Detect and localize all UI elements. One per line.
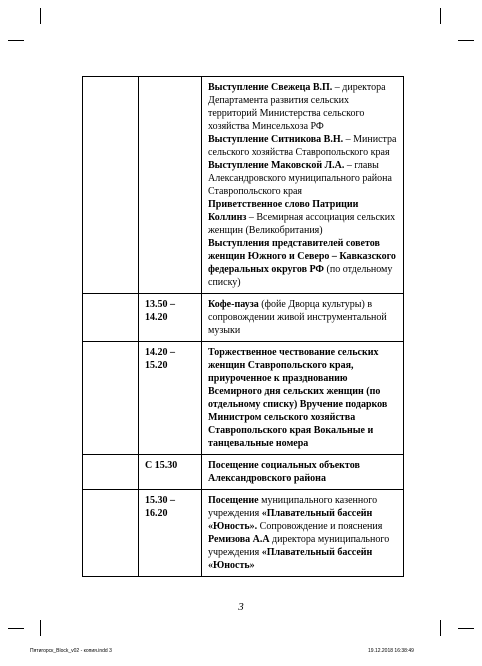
page-number: 3 bbox=[238, 601, 244, 613]
crop-mark-top-left-h bbox=[8, 40, 24, 41]
description-paragraph bbox=[208, 198, 397, 237]
crop-mark-top-right bbox=[440, 8, 441, 24]
text-run: – главы Александровского муниципального района Ставропольского края bbox=[208, 160, 392, 197]
time-cell: 14.20 – 15.20 bbox=[139, 342, 202, 455]
time-cell bbox=[139, 77, 202, 294]
bold-text-run: «Плавательный бассейн «Юность». bbox=[208, 508, 373, 532]
empty-cell bbox=[83, 342, 139, 455]
description-cell bbox=[202, 294, 404, 342]
crop-mark-bottom-right-h bbox=[458, 628, 474, 629]
bold-text-run: «Плавательный бассейн «Юность» bbox=[208, 547, 373, 571]
description-paragraph bbox=[208, 81, 397, 133]
text-run: Сопровождение и пояснения bbox=[257, 521, 383, 532]
print-slug-filename: Пятигорск_Block_v02 - копия.indd 3 bbox=[30, 648, 112, 654]
bold-text-run: Торжественное чествование сельских женщин Ставропольского края, приуроченное к празднованию Всемирного дня сельских женщин (по отдельному списку) Вручение подарков Министром сельского хозяйства Ставропольского края Вокальные и танцевальные номера bbox=[208, 347, 388, 449]
empty-cell bbox=[83, 294, 139, 342]
crop-mark-bottom-right bbox=[440, 620, 441, 636]
time-cell: С 15.30 bbox=[139, 455, 202, 490]
table-row bbox=[83, 455, 404, 490]
crop-mark-top-right-h bbox=[458, 40, 474, 41]
bold-text-run: Выступление Маковской Л.А. bbox=[208, 160, 345, 171]
empty-cell bbox=[83, 455, 139, 490]
bold-text-run: Выступления представителей советов женщин Южного и Северо – Кавказского федеральных округов РФ bbox=[208, 238, 396, 275]
bold-text-run: Кофе-пауза bbox=[208, 299, 259, 310]
text-run: – Министра сельского хозяйства Ставропольского края bbox=[208, 134, 397, 158]
description-paragraph bbox=[208, 494, 397, 572]
table-row bbox=[83, 342, 404, 455]
text-run: – Всемирная ассоциация сельских женщин (Великобритания) bbox=[208, 212, 396, 236]
crop-mark-bottom-left-h bbox=[8, 628, 24, 629]
description-cell bbox=[202, 77, 404, 294]
description-paragraph bbox=[208, 298, 397, 337]
text-run: (по отдельному списку) bbox=[208, 264, 393, 288]
text-run: муниципального казенного учреждения bbox=[208, 495, 378, 519]
bold-text-run: Ремизова А.А bbox=[208, 534, 270, 545]
description-paragraph bbox=[208, 459, 397, 485]
description-cell bbox=[202, 455, 404, 490]
time-cell: 15.30 – 16.20 bbox=[139, 490, 202, 577]
crop-mark-bottom-left bbox=[40, 620, 41, 636]
bold-text-run: Посещение bbox=[208, 495, 259, 506]
time-cell: 13.50 – 14.20 bbox=[139, 294, 202, 342]
description-paragraph bbox=[208, 237, 397, 289]
empty-cell bbox=[83, 490, 139, 577]
bold-text-run: Выступление Свежеца В.П. bbox=[208, 82, 333, 93]
empty-cell bbox=[83, 77, 139, 294]
bold-text-run: Посещение социальных объектов Александровского района bbox=[208, 460, 360, 484]
description-cell bbox=[202, 490, 404, 577]
description-paragraph bbox=[208, 159, 397, 198]
bold-text-run: Приветственное слово Патриции Коллинз bbox=[208, 199, 359, 223]
table-row bbox=[83, 294, 404, 342]
print-slug-timestamp: 19.12.2018 16:38:49 bbox=[368, 648, 414, 654]
text-run: директора муниципального учреждения bbox=[208, 534, 390, 558]
table-row bbox=[83, 490, 404, 577]
schedule-table bbox=[82, 76, 404, 577]
crop-mark-top-left bbox=[40, 8, 41, 24]
description-paragraph bbox=[208, 133, 397, 159]
table-row bbox=[83, 77, 404, 294]
description-paragraph bbox=[208, 346, 397, 450]
description-cell bbox=[202, 342, 404, 455]
text-run: – директора Департамента развития сельских территорий Министерства сельского хозяйства Минсельхоза РФ bbox=[208, 82, 386, 132]
text-run: (фойе Дворца культуры) в сопровождении живой инструментальной музыки bbox=[208, 299, 387, 336]
bold-text-run: Выступление Ситникова В.Н. bbox=[208, 134, 344, 145]
